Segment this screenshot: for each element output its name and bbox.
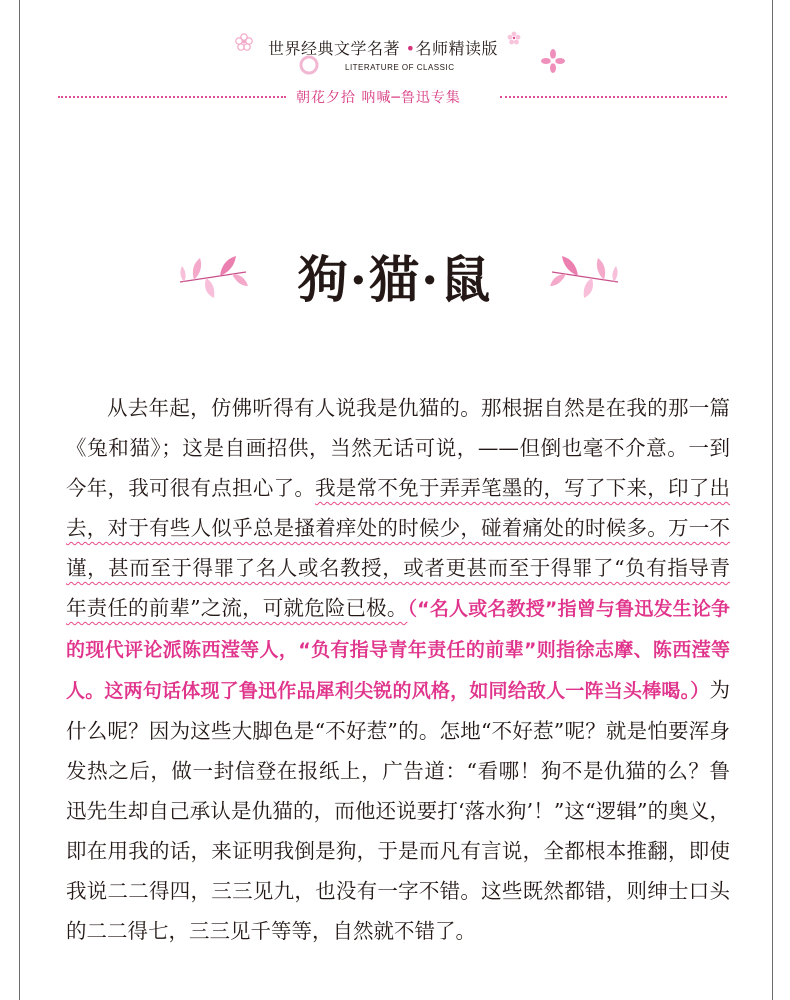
right-border bbox=[772, 0, 773, 1000]
left-border bbox=[19, 0, 20, 1000]
chapter-title: 狗·猫·鼠 bbox=[297, 250, 493, 309]
paragraph-text: 为什么呢？因为这些大脚色是“不好惹”的。怎地“不好惹”呢？就是怕要浑身发热之后，做一封信登在报纸上，广告道：“看哪！狗不是仇猫的么？鲁迅先生却自己承认是仇猫的，而他还说要打‘落水狗’！”这“逻辑”的奥义，即在用我的话，来证明我倒是狗，于是而凡有言说，全都根本推翻，即使我说二二得四，三三见九，也没有一字不错。这些既然都错，则绅士口头的二二得七，三三见千等等，自然就不错了。 bbox=[66, 678, 730, 943]
paragraph-text: 从去年起，仿佛听得有人说我是仇猫的。那根据自然是在我的那一篇《兔和猫》；这是自画招供，当然无话可说，——但倒也毫不介意。一到今年，我可很有点担心了。 bbox=[66, 396, 730, 500]
underlined-passage: 我是常不免于弄弄笔墨的，写了下来，印了出去，对于有些人似乎总是搔着痒处的时候少，碰着痛处的时候多。万一不谨，甚而至于得罪了名人或名教授，或者更甚而至于得罪了“负有指导青年责任的前辈”之流，可就危险已极。 bbox=[66, 476, 731, 620]
dotted-divider bbox=[500, 96, 727, 98]
annotation-note: （“名人或名教授”指曾与鲁迅发生论争的现代评论派陈西滢等人，“负有指导青年责任的前辈”则指徐志摩、陈西滢等人。这两句话体现了鲁迅作品犀利尖锐的风格，如同给敌人一阵当头棒喝。） bbox=[66, 598, 730, 702]
page-header bbox=[0, 30, 790, 110]
collection-title: 朝花夕拾 呐喊─鲁迅专集 bbox=[296, 90, 461, 106]
flower-icon bbox=[234, 32, 254, 52]
flower-icon bbox=[506, 30, 522, 46]
dotted-divider bbox=[58, 96, 286, 98]
flower-icon bbox=[540, 48, 566, 74]
paragraph bbox=[66, 388, 730, 951]
series-subtitle: LITERATURE OF CLASSIC bbox=[345, 63, 455, 72]
body-text bbox=[66, 388, 730, 951]
series-title: 世界经典文学名著 •名师精读版 bbox=[268, 39, 499, 58]
